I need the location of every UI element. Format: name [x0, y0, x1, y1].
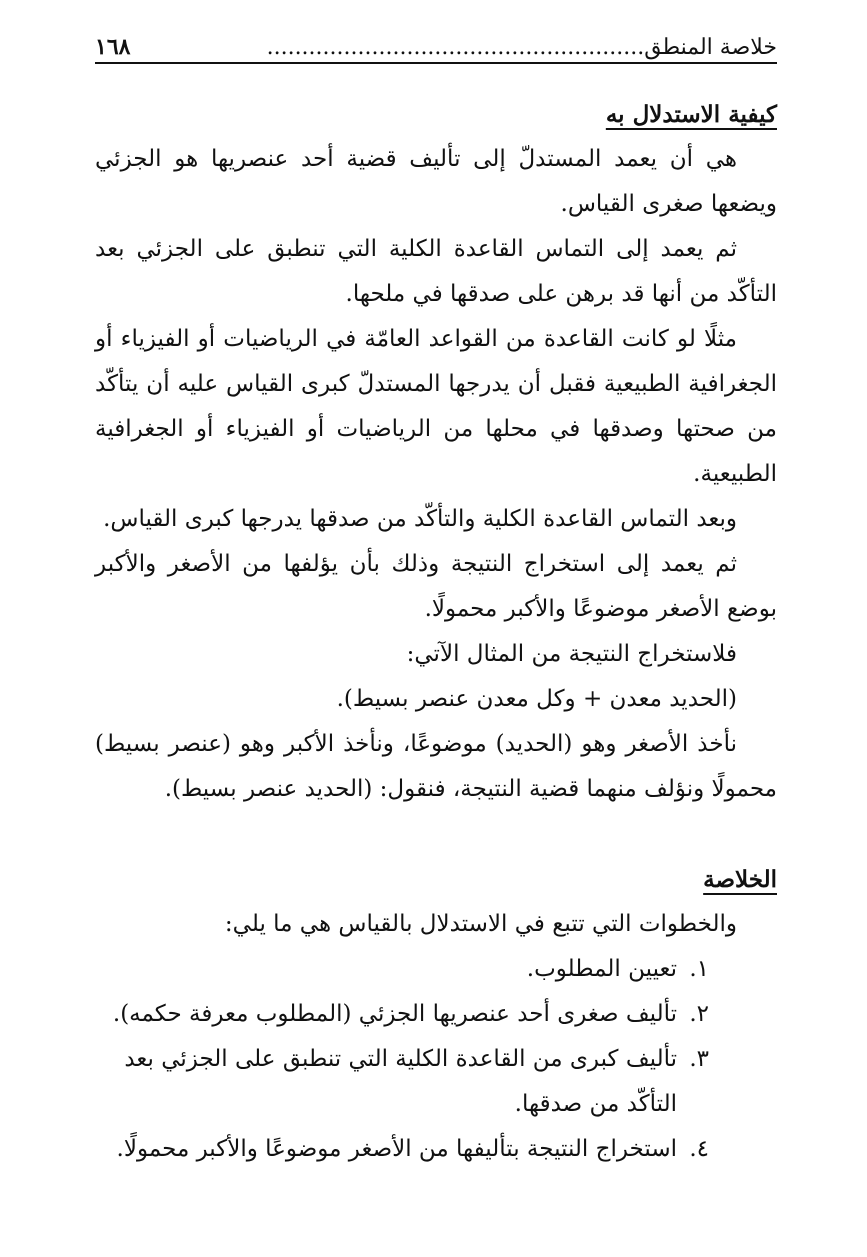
page-number: ١٦٨ — [95, 34, 131, 60]
step-text: استخراج النتيجة بتأليفها من الأصغر موضوعًا والأكبر محمولًا. — [116, 1136, 677, 1162]
step-number: ٢. — [689, 1001, 709, 1027]
paragraph: هي أن يعمد المستدلّ إلى تأليف قضية أحد عنصريها هو الجزئي ويضعها صغرى القياس. — [95, 146, 777, 217]
paragraph: نأخذ الأصغر وهو (الحديد) موضوعًا، ونأخذ الأكبر وهو (عنصر بسيط) محمولًا ونؤلف منهما قضية النتيجة، فنقول: (الحديد عنصر بسيط). — [95, 731, 777, 802]
paragraph: وبعد التماس القاعدة الكلية والتأكّد من صدقها يدرجها كبرى القياس. — [103, 506, 737, 532]
list-item — [95, 1037, 777, 1127]
example-premises: (الحديد معدن + وكل معدن عنصر بسيط). — [336, 686, 737, 712]
section-spacer — [95, 812, 777, 857]
step-text: تأليف صغرى أحد عنصريها الجزئي (المطلوب معرفة حكمه). — [112, 1001, 677, 1027]
page-body — [95, 92, 777, 1172]
list-item — [95, 947, 777, 992]
list-item — [95, 1127, 777, 1172]
running-header — [95, 30, 777, 64]
paragraph: ثم يعمد إلى استخراج النتيجة وذلك بأن يؤلفها من الأصغر والأكبر بوضع الأصغر موضوعًا والأكبر محمولًا. — [95, 551, 777, 622]
paragraph: مثلًا لو كانت القاعدة من القواعد العامّة في الرياضيات أو الفيزياء أو الجغرافية الطبيعية فقبل أن يدرجها المستدلّ كبرى القياس عليه أن يتأكّد من صحتها وصدقها في محلها من الرياضيات أو الفيزياء أو الجغرافية الطبيعية. — [95, 326, 777, 487]
summary-intro: والخطوات التي تتبع في الاستدلال بالقياس هي ما يلي: — [224, 911, 737, 937]
section-heading-summary: الخلاصة — [703, 866, 777, 893]
paragraph: فلاستخراج النتيجة من المثال الآتي: — [406, 641, 737, 667]
list-item — [95, 992, 777, 1037]
step-number: ٣. — [689, 1046, 709, 1072]
paragraph: ثم يعمد إلى التماس القاعدة الكلية التي تنطبق على الجزئي بعد التأكّد من أنها قد برهن على صدقها في ملحها. — [95, 236, 777, 307]
step-text: تعيين المطلوب. — [526, 956, 677, 982]
running-title: خلاصة المنطق...................................................... — [266, 35, 777, 60]
steps-list — [95, 947, 777, 1172]
step-number: ٤. — [689, 1136, 709, 1162]
step-text: تأليف كبرى من القاعدة الكلية التي تنطبق على الجزئي بعد التأكّد من صدقها. — [124, 1046, 677, 1117]
step-number: ١. — [689, 956, 709, 982]
section-heading-inference: كيفية الاستدلال به — [605, 101, 777, 128]
